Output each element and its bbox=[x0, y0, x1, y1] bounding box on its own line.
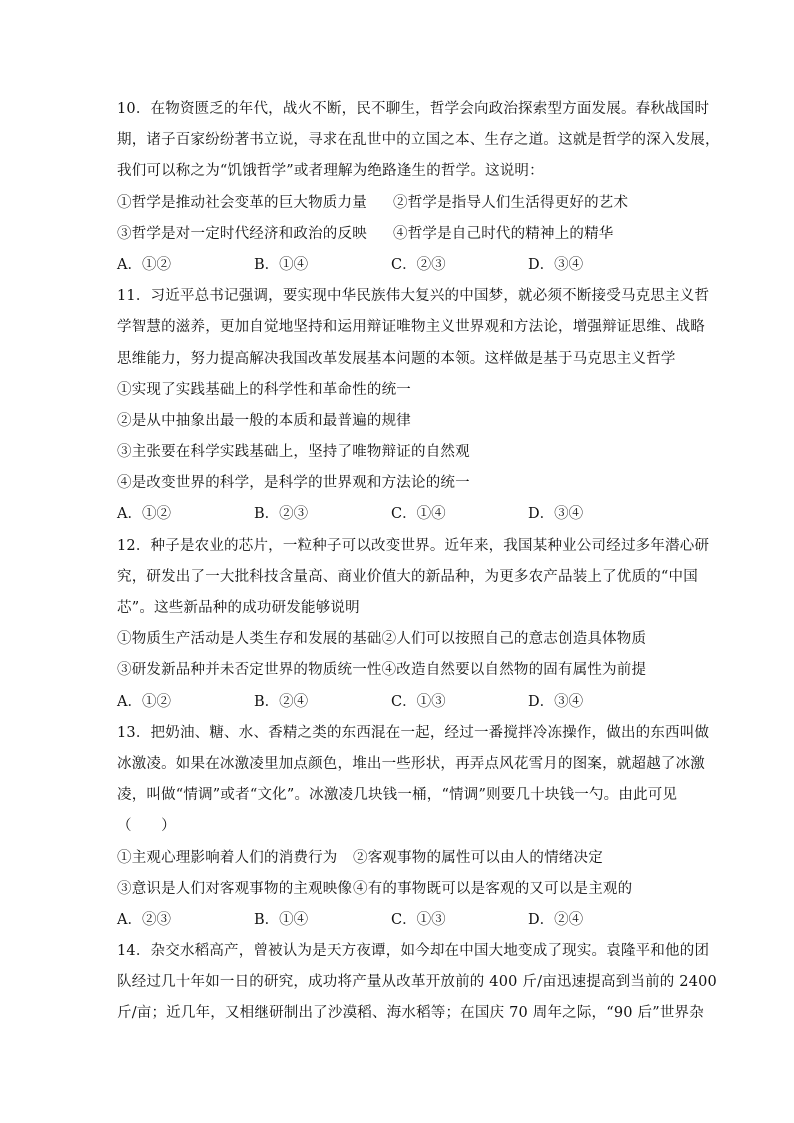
question-text-line: 13．把奶油、糖、水、香精之类的东西混在一起，经过一番搅拌冷冻操作，做出的东西叫做 bbox=[117, 724, 710, 741]
exam-page bbox=[117, 94, 720, 1030]
option-b: B．②③ bbox=[254, 506, 309, 523]
statement: ④有的事物既可以是客观的又可以是主观的 bbox=[353, 880, 633, 897]
statement-row bbox=[117, 219, 682, 250]
answer-options bbox=[117, 499, 682, 530]
option-c: C．①③ bbox=[391, 911, 446, 928]
option-d: D．②④ bbox=[528, 911, 584, 928]
option-a: A．②③ bbox=[117, 911, 171, 928]
statement: ①物质生产活动是人类生存和发展的基础②人们可以按照自己的意志创造具体物质 bbox=[117, 631, 647, 648]
question-text-line: 10．在物资匮乏的年代，战火不断，民不聊生，哲学会向政治探索型方面发展。春秋战国时 bbox=[117, 101, 710, 117]
statement: ①哲学是推动社会变革的巨大物质力量 bbox=[117, 194, 367, 211]
option-c: C．①③ bbox=[391, 693, 446, 710]
statement: ③研发新品种并未否定世界的物质统一性④改造自然要以自然物的固有属性为前提 bbox=[117, 662, 647, 679]
answer-options bbox=[117, 687, 682, 718]
option-b: B．①④ bbox=[254, 911, 309, 928]
answer-options bbox=[117, 250, 682, 281]
question-text-line: 我们可以称之为“饥饿哲学”或者理解为绝路逢生的哲学。这说明： bbox=[117, 163, 544, 180]
statement-row bbox=[117, 843, 682, 874]
option-a: A．①② bbox=[117, 256, 171, 273]
answer-options bbox=[117, 905, 682, 936]
option-a: A．①② bbox=[117, 693, 171, 710]
statement: ④是改变世界的科学，是科学的世界观和方法论的统一 bbox=[117, 475, 470, 492]
question-text-line: 期，诸子百家纷纷著书立说，寻求在乱世中的立国之本、生存之道。这就是哲学的深入发展， bbox=[117, 132, 720, 149]
question-text-line: 芯”。这些新品种的成功研发能够说明 bbox=[117, 600, 360, 616]
option-b: B．②④ bbox=[254, 693, 309, 710]
question-14 bbox=[117, 936, 717, 1030]
option-d: D．③④ bbox=[528, 693, 584, 710]
question-text-line: 11．习近平总书记强调，要实现中华民族伟大复兴的中国梦，就必须不断接受马克思主义哲 bbox=[117, 288, 710, 305]
statement: ②哲学是指导人们生活得更好的艺术 bbox=[393, 194, 629, 211]
statement: ①主观心理影响着人们的消费行为 bbox=[117, 849, 338, 866]
question-text-line: 学智慧的滋养，更加自觉地坚持和运用辩证唯物主义世界观和方法论，增强辩证思维、战略 bbox=[117, 319, 705, 336]
question-text-line: 队经过几十年如一日的研究，成功将产量从改革开放前的 400 斤/亩迅速提高到当前的 2400 bbox=[117, 974, 717, 991]
statement-row bbox=[117, 188, 682, 219]
statement: ③哲学是对一定时代经济和政治的反映 bbox=[117, 225, 367, 242]
option-a: A．①② bbox=[117, 506, 171, 523]
option-d: D．③④ bbox=[528, 506, 584, 523]
question-text-line: 斤/亩；近几年，又相继研制出了沙漠稻、海水稻等；在国庆 70 周年之际，“90 后”世界杂 bbox=[117, 1005, 704, 1022]
statement: ③意识是人们对客观事物的主观映像 bbox=[117, 880, 353, 897]
question-text-line: 凌，叫做“情调”或者“文化”。冰激凌几块钱一桶，“情调”则要几十块钱一勺。由此可见 bbox=[117, 787, 678, 804]
option-b: B．①④ bbox=[254, 256, 309, 273]
statement: ③主张要在科学实践基础上，坚持了唯物辩证的自然观 bbox=[117, 444, 470, 461]
answer-bracket: （ ） bbox=[117, 818, 176, 835]
statement: ②是从中抽象出最一般的本质和最普遍的规律 bbox=[117, 412, 411, 429]
question-10 bbox=[117, 94, 720, 281]
question-11 bbox=[117, 281, 710, 531]
question-text-line: 思维能力，努力提高解决我国改革发展基本问题的本领。这样做是基于马克思主义哲学 bbox=[117, 350, 676, 367]
statement: ④哲学是自己时代的精神上的精华 bbox=[393, 225, 614, 242]
question-text-line: 究，研发出了一大批科技含量高、商业价值大的新品种，为更多农产品装上了优质的“中国 bbox=[117, 568, 698, 585]
question-text-line: 12．种子是农业的芯片，一粒种子可以改变世界。近年来，我国某种业公司经过多年潜心研 bbox=[117, 537, 710, 554]
option-d: D．③④ bbox=[528, 256, 584, 273]
question-text-line: 冰激凌。如果在冰激凌里加点颜色，堆出一些形状，再弄点风花雪月的图案，就超越了冰激 bbox=[117, 755, 705, 772]
option-c: C．②③ bbox=[391, 256, 446, 273]
statement: ①实现了实践基础上的科学性和革命性的统一 bbox=[117, 381, 411, 398]
option-c: C．①④ bbox=[391, 506, 446, 523]
statement-row bbox=[117, 874, 682, 905]
question-text-line: 14．杂交水稻高产，曾被认为是天方夜谭，如今却在中国大地变成了现实。袁隆平和他的团 bbox=[117, 943, 710, 960]
question-13 bbox=[117, 718, 710, 936]
question-12 bbox=[117, 531, 710, 718]
statement: ②客观事物的属性可以由人的情绪决定 bbox=[353, 849, 603, 866]
